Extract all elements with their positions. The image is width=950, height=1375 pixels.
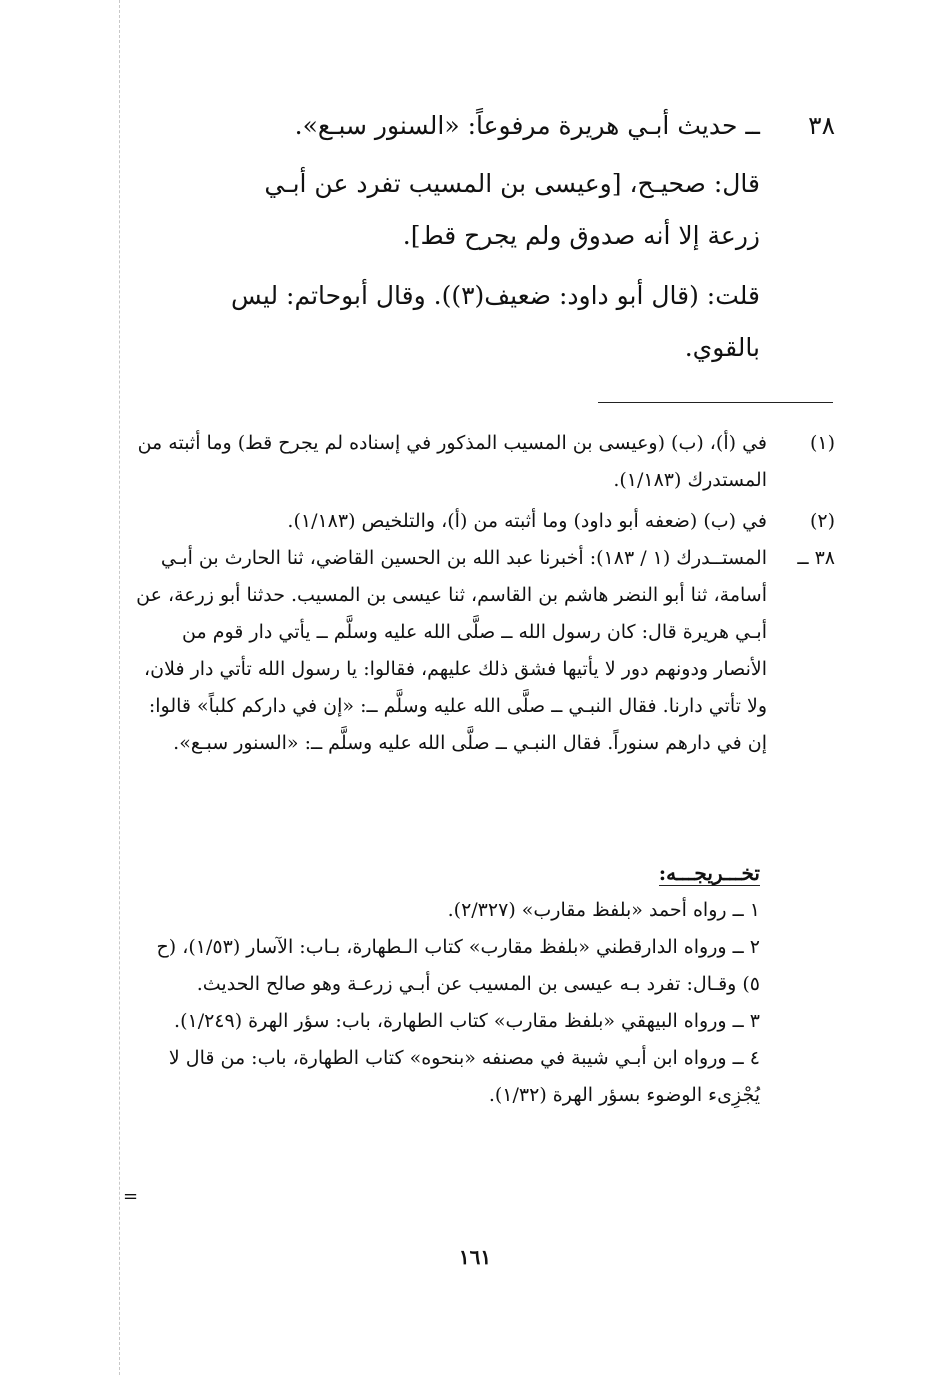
footnote-1 (135, 425, 835, 499)
margin-guide-line (119, 0, 121, 1375)
takhrij-item: ٣ ــ ورواه البيهقي «بلفظ مقارب» كتاب الطهارة، باب: سؤر الهرة (١/٢٤٩). (174, 1010, 760, 1032)
hadith-title: ــ حديث أبـي هريرة مرفوعاً: «السنور سبـع». (294, 111, 760, 140)
takhrij-item: ٢ ــ ورواه الدارقطني «بلفظ مقارب» كتاب الـطهارة، بـاب: الآسار (١/٥٣)، (ح ٥) وقـال: تفرد بـه عيسى بن المسيب عن أبـي زرعـة وهو صالح الحديث. (156, 936, 760, 995)
footnote-hadith-source (135, 540, 835, 762)
footnote-text: المستــدرك (١ / ١٨٣): أخبرنا عبد الله بن الحسين القاضي، ثنا الحارث بن أبـي أسامة، ثنا أبو النضر هاشم بن القاسم، ثنا عيسى بن المسيب. حدثنا أبو زرعة، عن أبـي هريرة قال: كان رسول الله ــ صلَّى الله عليه وسلَّم ــ يأتي دار قوم من الأنصار ودونهم دور لا يأتيها فشق ذلك عليهم، فقالوا: يا رسول الله تأتي دار فلان، ولا تأتي دارنا. فقال النبـي ــ صلَّى الله عليه وسلَّم ــ: «إن في داركم كلباً» قالوا: إن في دارهم سنوراً. فقال النبـي ــ صلَّى الله عليه وسلَّم ــ: «السنور سبـع». (136, 547, 767, 754)
footnote-number: (١) (809, 432, 835, 454)
footnote-2 (135, 503, 835, 540)
page-number: ١٦١ (458, 1245, 492, 1269)
hadith-number: ٣٨ (808, 111, 835, 140)
takhrij-heading-text: تخـــريجـــه: (658, 861, 760, 885)
takhrij-item: ٤ ــ ورواه ابن أبـي شيبة في مصنفه «بنحوه» كتاب الطهارة، باب: من قال لا يُجْزِىء الوضوء بسؤر الهرة (١/٣٢). (168, 1047, 760, 1106)
takhrij-item: ١ ــ رواه أحمد «بلفظ مقارب» (٢/٣٢٧). (447, 899, 760, 921)
main-text (135, 100, 835, 374)
footnote-text: في (ب) (ضعفه أبو داود) وما أثبته من (أ)، والتلخيص (١/١٨٣). (287, 510, 767, 532)
footnotes (135, 425, 835, 762)
footnote-text: في (أ)، (ب) (وعيسى بن المسيب المذكور في إسناده لم يجرح قط) وما أثبته من المستدرك (١/١٨٣). (137, 432, 767, 491)
hadith-title-row (135, 100, 835, 152)
takhrij-heading (135, 855, 760, 892)
footnote-separator (598, 402, 833, 403)
continuation-mark: = (123, 1186, 139, 1207)
footnote-number: ٣٨ ــ (797, 547, 835, 569)
footnote-number: (٢) (809, 510, 835, 532)
takhrij-section (135, 855, 760, 1114)
qala-paragraph: قال: صحيـح، [وعيسى بن المسيب تفرد عن أبـي زرعة إلا أنه صدوق ولم يجرح قط]. (264, 169, 760, 250)
qultu-paragraph: قلت: (قال أبو داود: ضعيف(٣)). وقال أبوحاتم: ليس بالقوي. (231, 281, 760, 362)
